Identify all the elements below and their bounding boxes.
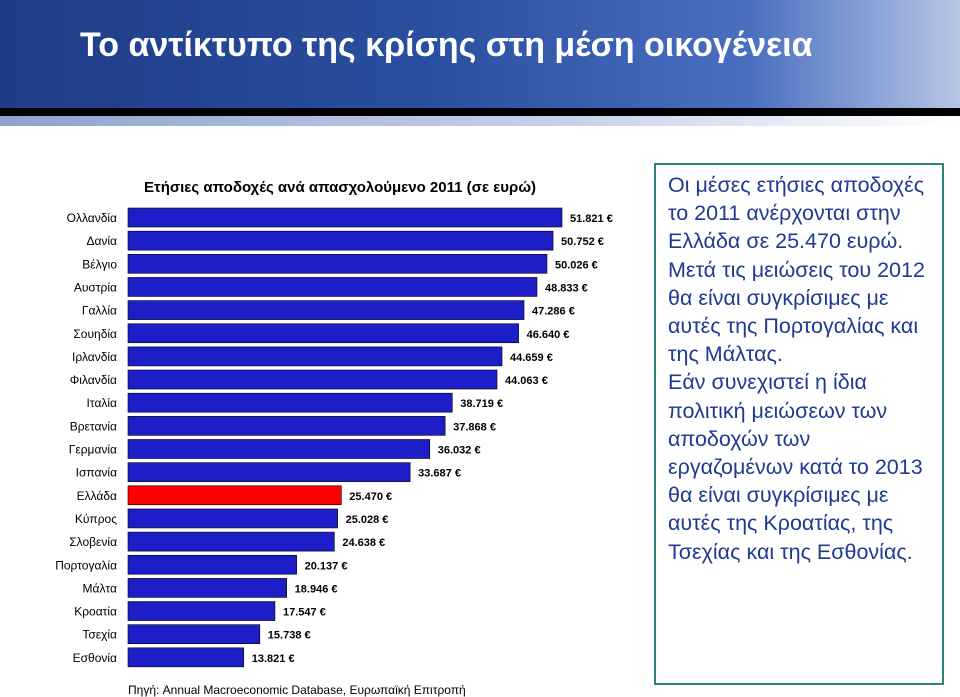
bar (128, 370, 497, 389)
category-label: Ελλάδα (76, 488, 117, 503)
bar (128, 254, 547, 273)
value-label: 44.659 € (510, 351, 553, 364)
bar (128, 231, 553, 250)
category-label: Βρετανία (69, 419, 117, 434)
category-label: Κροατία (74, 604, 117, 619)
bar (128, 277, 537, 296)
bars-group (55, 208, 613, 667)
bar (128, 509, 338, 528)
bar (128, 648, 244, 667)
chart-title: Ετήσιες αποδοχές ανά απασχολούμενο 2011 (σε ευρώ) (144, 179, 536, 196)
chart-source: Πηγή: Annual Macroeconomic Database, Ευρωπαϊκή Επιτροπή (128, 683, 466, 697)
value-label: 33.687 € (418, 467, 461, 480)
commentary-paragraph-1: Οι μέσες ετήσιες αποδοχές το 2011 ανέρχονται στην Ελλάδα σε 25.470 ευρώ. Μετά τις μειώσεις του 2012 θα είναι συγκρίσιμες με αυτές της Πορτογαλίας και της Μάλτας. (668, 173, 925, 367)
banner-stripe-light (0, 116, 960, 126)
value-label: 17.547 € (282, 606, 326, 619)
value-label: 24.638 € (342, 537, 386, 550)
value-label: 48.833 € (544, 282, 588, 295)
value-label: 37.868 € (453, 421, 496, 434)
value-label: 50.752 € (561, 236, 604, 249)
bar (128, 301, 524, 320)
category-label: Σλοβενία (69, 535, 117, 550)
bar (128, 625, 260, 644)
value-label: 20.137 € (304, 560, 348, 573)
value-label: 50.026 € (554, 259, 598, 272)
category-label: Ισπανία (75, 465, 117, 480)
category-label: Γερμανία (68, 442, 117, 457)
bar (128, 463, 410, 482)
value-label: 51.821 € (570, 213, 613, 225)
bar (128, 532, 334, 551)
category-label: Ιρλανδία (72, 349, 117, 364)
commentary-paragraph-2: Εάν συνεχιστεί η ίδια πολιτική μειώσεων των αποδοχών των εργαζομένων κατά το 2013 θα είναι συγκρίσιμες με αυτές της Κροατίας, της Τσεχίας και της Εσθονίας. (668, 370, 923, 564)
category-label: Φιλανδία (69, 373, 117, 388)
category-label: Πορτογαλία (55, 558, 117, 573)
bar (128, 440, 430, 459)
category-label: Κύπρος (74, 511, 117, 526)
bar (128, 578, 287, 597)
earnings-bar-chart (0, 170, 640, 697)
bar (128, 602, 275, 621)
category-label: Μάλτα (82, 581, 117, 596)
bar (128, 347, 502, 366)
bar (128, 393, 452, 412)
slide-title: Το αντίκτυπο της κρίσης στη μέση οικογένεια (80, 26, 813, 64)
value-label: 36.032 € (437, 444, 481, 457)
value-label: 15.738 € (267, 629, 311, 642)
category-label: Βέλγιο (82, 257, 117, 272)
category-label: Δανία (86, 234, 117, 249)
value-label: 38.719 € (460, 398, 504, 411)
commentary-text-box (654, 163, 944, 685)
value-label: 44.063 € (505, 375, 548, 388)
value-label: 25.470 € (349, 490, 393, 503)
category-label: Τσεχία (82, 627, 117, 642)
category-label: Γαλλία (81, 303, 117, 318)
bar (128, 416, 445, 435)
value-label: 25.028 € (345, 513, 389, 526)
title-banner (0, 0, 960, 108)
category-label: Αυστρία (73, 280, 117, 295)
bar (128, 555, 297, 574)
bar-highlighted (128, 486, 341, 505)
bar (128, 208, 562, 227)
bar (128, 324, 519, 343)
category-label: Σουηδία (73, 326, 117, 341)
value-label: 46.640 € (526, 328, 570, 341)
value-label: 18.946 € (294, 583, 338, 596)
category-label: Ιταλία (86, 396, 117, 411)
category-label: Εσθονία (72, 650, 117, 665)
value-label: 47.286 € (532, 305, 575, 318)
category-label: Ολλανδία (66, 211, 117, 225)
banner-stripe-dark (0, 108, 960, 116)
value-label: 13.821 € (251, 652, 295, 665)
